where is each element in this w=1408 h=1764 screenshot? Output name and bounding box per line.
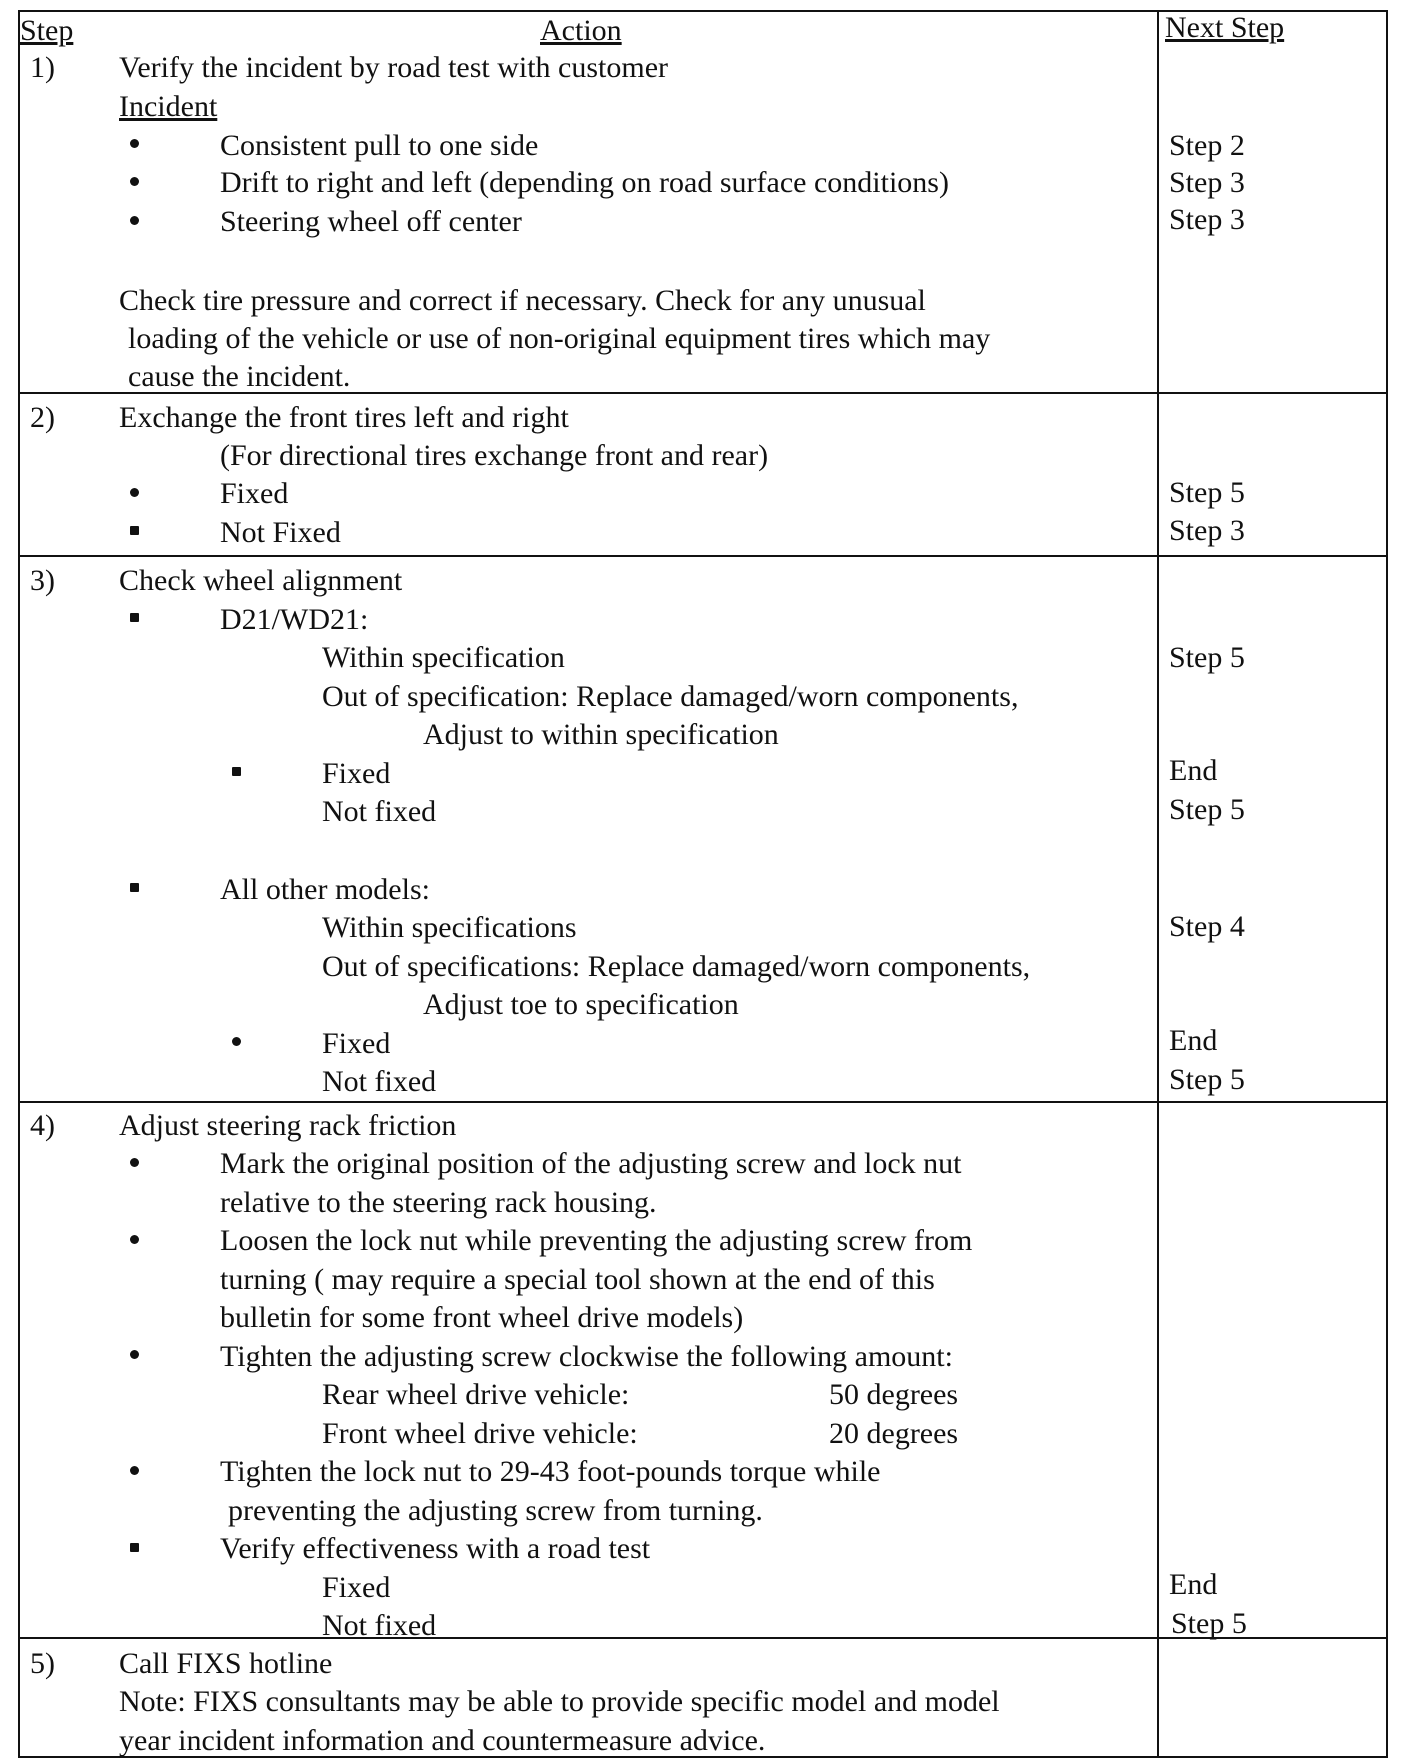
step-2-bullet-2: Not Fixed: [220, 516, 341, 549]
step-4-bullet-2-line-2: turning ( may require a special tool shown at the end of this: [220, 1263, 935, 1296]
bullet: [130, 1466, 139, 1475]
step-1-bullet-2: Drift to right and left (depending on road surface conditions): [220, 166, 949, 199]
step-1-bullet-1: Consistent pull to one side: [220, 129, 539, 162]
step-3-model-1-fixed: Fixed: [322, 757, 391, 790]
step-2-next-1: Step 5: [1169, 476, 1245, 509]
step-4-bullet-4-line-2: preventing the adjusting screw from turning.: [228, 1494, 763, 1527]
step-3-next-fixed-1: End: [1169, 754, 1218, 787]
step-2-number: 2): [30, 401, 55, 434]
bullet: [130, 1235, 139, 1244]
row-divider-3: [18, 1101, 1388, 1103]
step-5-note-line-2: year incident information and countermeasure advice.: [119, 1724, 766, 1757]
step-1-next-1: Step 2: [1169, 129, 1245, 162]
bullet: [130, 1350, 139, 1359]
bullet: [130, 526, 139, 535]
step-4-rear-value: 50 degrees: [829, 1378, 959, 1411]
step-1-note-line-1: Check tire pressure and correct if necessary. Check for any unusual: [119, 284, 926, 317]
step-1-note-line-3: cause the incident.: [128, 360, 351, 393]
step-3-model-1-not-fixed: Not fixed: [322, 795, 437, 828]
step-1-incident-label: Incident: [119, 90, 218, 123]
step-1-number: 1): [30, 51, 55, 84]
step-4-bullet-1-line-2: relative to the steering rack housing.: [220, 1186, 657, 1219]
row-divider-2: [18, 555, 1388, 557]
step-2-subtitle: (For directional tires exchange front and rear): [220, 439, 769, 472]
step-3-model-2-out: Out of specifications: Replace damaged/worn components,: [322, 950, 1031, 983]
header-action: Action: [540, 14, 622, 47]
step-5-title: Call FIXS hotline: [119, 1647, 333, 1680]
bullet: [130, 139, 139, 148]
step-1-title: Verify the incident by road test with customer: [119, 51, 669, 84]
step-4-title: Adjust steering rack friction: [119, 1109, 457, 1142]
step-3-next-fixed-2: End: [1169, 1024, 1218, 1057]
step-4-bullet-2-line-3: bulletin for some front wheel drive models): [220, 1301, 744, 1334]
bullet: [130, 1158, 139, 1167]
header-step: Step: [20, 14, 74, 47]
header-next-step: Next Step: [1165, 11, 1285, 44]
step-3-next-not-fixed-1: Step 5: [1169, 793, 1245, 826]
step-4-front-label: Front wheel drive vehicle:: [322, 1417, 638, 1450]
step-4-number: 4): [30, 1109, 55, 1142]
bullet: [130, 177, 139, 186]
table-border-right: [1386, 10, 1388, 1758]
step-4-fixed: Fixed: [322, 1571, 391, 1604]
step-1-note-line-2: loading of the vehicle or use of non-original equipment tires which may: [128, 322, 991, 355]
step-1-next-2: Step 3: [1169, 166, 1245, 199]
table-border-left: [18, 10, 20, 1758]
bullet: [130, 488, 139, 497]
step-3-model-1-out: Out of specification: Replace damaged/worn components,: [322, 680, 1019, 713]
step-3-number: 3): [30, 564, 55, 597]
step-3-next-within-1: Step 5: [1169, 641, 1245, 674]
step-3-model-1-adjust: Adjust to within specification: [423, 718, 779, 751]
procedure-table: [18, 10, 1388, 1758]
step-4-front-value: 20 degrees: [829, 1417, 959, 1450]
step-3-next-within-2: Step 4: [1169, 910, 1245, 943]
step-2-next-2: Step 3: [1169, 514, 1245, 547]
bullet: [130, 883, 139, 892]
column-divider-next-step: [1157, 10, 1159, 1758]
step-1-next-3: Step 3: [1169, 203, 1245, 236]
step-4-rear-label: Rear wheel drive vehicle:: [322, 1378, 630, 1411]
step-3-model-2-fixed: Fixed: [322, 1027, 391, 1060]
step-3-title: Check wheel alignment: [119, 564, 403, 597]
step-3-model-1: D21/WD21:: [220, 603, 369, 636]
step-5-number: 5): [30, 1647, 55, 1680]
step-4-bullet-1-line-1: Mark the original position of the adjusting screw and lock nut: [220, 1147, 962, 1180]
bullet: [232, 1037, 241, 1046]
step-3-model-2-not-fixed: Not fixed: [322, 1065, 437, 1098]
step-4-bullet-3: Tighten the adjusting screw clockwise the following amount:: [220, 1340, 953, 1373]
step-4-next-fixed: End: [1169, 1568, 1218, 1601]
step-4-bullet-2-line-1: Loosen the lock nut while preventing the adjusting screw from: [220, 1224, 973, 1257]
bullet: [130, 613, 139, 622]
step-4-next-not-fixed: Step 5: [1171, 1607, 1247, 1640]
bullet: [130, 216, 139, 225]
step-3-model-2-adjust: Adjust toe to specification: [423, 988, 739, 1021]
bullet: [232, 767, 241, 776]
step-3-model-2: All other models:: [220, 873, 430, 906]
step-4-not-fixed: Not fixed: [322, 1609, 437, 1642]
step-4-bullet-4-line-1: Tighten the lock nut to 29-43 foot-pounds torque while: [220, 1455, 881, 1488]
step-2-title: Exchange the front tires left and right: [119, 401, 569, 434]
step-3-model-1-within: Within specification: [322, 641, 565, 674]
step-4-bullet-5: Verify effectiveness with a road test: [220, 1532, 651, 1565]
bullet: [130, 1543, 139, 1552]
step-3-next-not-fixed-2: Step 5: [1169, 1063, 1245, 1096]
step-2-bullet-1: Fixed: [220, 477, 289, 510]
step-3-model-2-within: Within specifications: [322, 911, 577, 944]
step-1-bullet-3: Steering wheel off center: [220, 205, 522, 238]
step-5-note-line-1: Note: FIXS consultants may be able to provide specific model and model: [119, 1685, 1000, 1718]
